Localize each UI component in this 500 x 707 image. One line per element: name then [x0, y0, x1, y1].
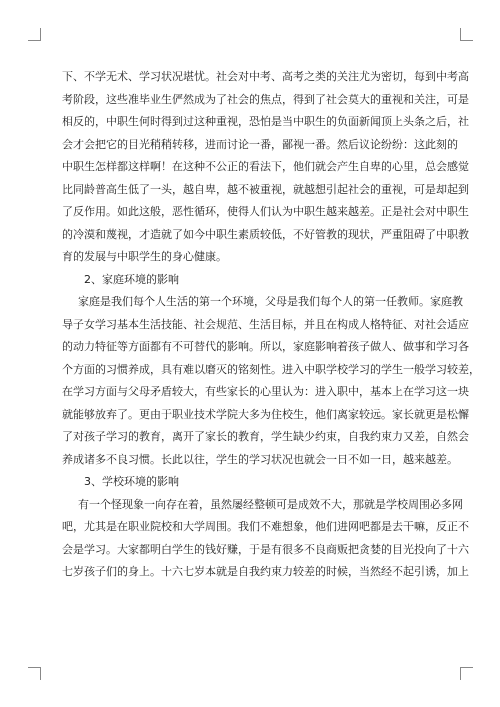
text-line: 育的发展与中职学生的身心健康。	[62, 250, 227, 263]
crop-mark-top-right	[460, 28, 473, 41]
crop-mark-bottom-right	[460, 667, 473, 680]
text-line: 的动力特征等方面都有不可替代的影响。所以，家庭影响着孩子做人、做事和学习各	[62, 340, 469, 353]
text-line: 七岁孩子们的身上。十六七岁本就是自我约束力较差的时候，当然经不起引诱，加上	[62, 565, 469, 578]
crop-mark-top-left	[28, 28, 41, 41]
text-line: 比同龄普高生低了一头，越自卑，越不被重视，就越想引起社会的重视，可是却起到	[62, 182, 469, 196]
text-line: 考阶段，这些准毕业生俨然成为了社会的焦点，得到了社会莫大的重视和关注，可是	[62, 92, 469, 106]
document-body	[62, 66, 480, 584]
text-line: 下、不学无术、学习状况堪忧。社会对中考、高考之类的关注尤为密切，每到中考高	[62, 70, 469, 83]
text-line: 养成诸多不良习惯。长此以往，学生的学习状况也就会一日不如一日，越来越差。	[62, 452, 458, 466]
crop-mark-bottom-left	[28, 667, 41, 680]
text-line: 在学习方面与父母矛盾较大，有些家长的心里认为：进入职中，基本上在学习这一块	[62, 385, 469, 398]
text-line: 吧，尤其是在职业院校和大学周围。我们不难想象，他们进网吧都是去干嘛，反正不	[62, 520, 469, 533]
text-line: 会才会把它的目光稍稍转移，进而讨论一番，鄙视一番。然后议论纷纷：这此刻的	[62, 137, 458, 151]
text-line: 了对孩子学习的教育，离开了家长的教育，学生缺少约束，自我约束力又差，自然会	[62, 430, 469, 443]
text-line: 个方面的习惯养成，具有难以磨灭的铭刻性。进入中职学校学习的学生一般学习较差，	[62, 362, 480, 376]
text-line: 中职生怎样都这样啊！在这种不公正的看法下，他们就会产生自卑的心里，总会感觉	[62, 160, 469, 173]
text-line: 相反的，中职生何时得到过这种重视，恐怕是当中职生的负面新闻顶上头条之后，社	[62, 115, 469, 128]
text-line: 的冷漠和蔑视，才造就了如今中职生素质较低，不好管教的现状，严重阻碍了中职教	[62, 227, 469, 241]
text-line: 有一个怪现象一向存在着，虽然屡经整顿可是成效不大，那就是学校周围必多网	[78, 497, 463, 511]
text-line: 家庭是我们每个人生活的第一个环境，父母是我们每个人的第一任教师。家庭教	[78, 295, 463, 308]
text-line: 就能够放弃了。更由于职业技术学院大多为住校生，他们离家较远。家长就更是松懈	[62, 407, 469, 421]
section-heading-school: 3、学校环境的影响	[84, 475, 179, 488]
text-line: 会是学习。大家都明白学生的钱好赚，于是有很多不良商贩把贪婪的目光投向了十六	[62, 542, 469, 556]
text-line: 了反作用。如此这般，恶性循环，使得人们认为中职生越来越差。正是社会对中职生	[62, 205, 469, 218]
text-line: 导子女学习基本生活技能、社会规范、生活目标，并且在构成人格特征、对社会适应	[62, 317, 469, 331]
section-heading-family: 2、家庭环境的影响	[84, 272, 179, 286]
